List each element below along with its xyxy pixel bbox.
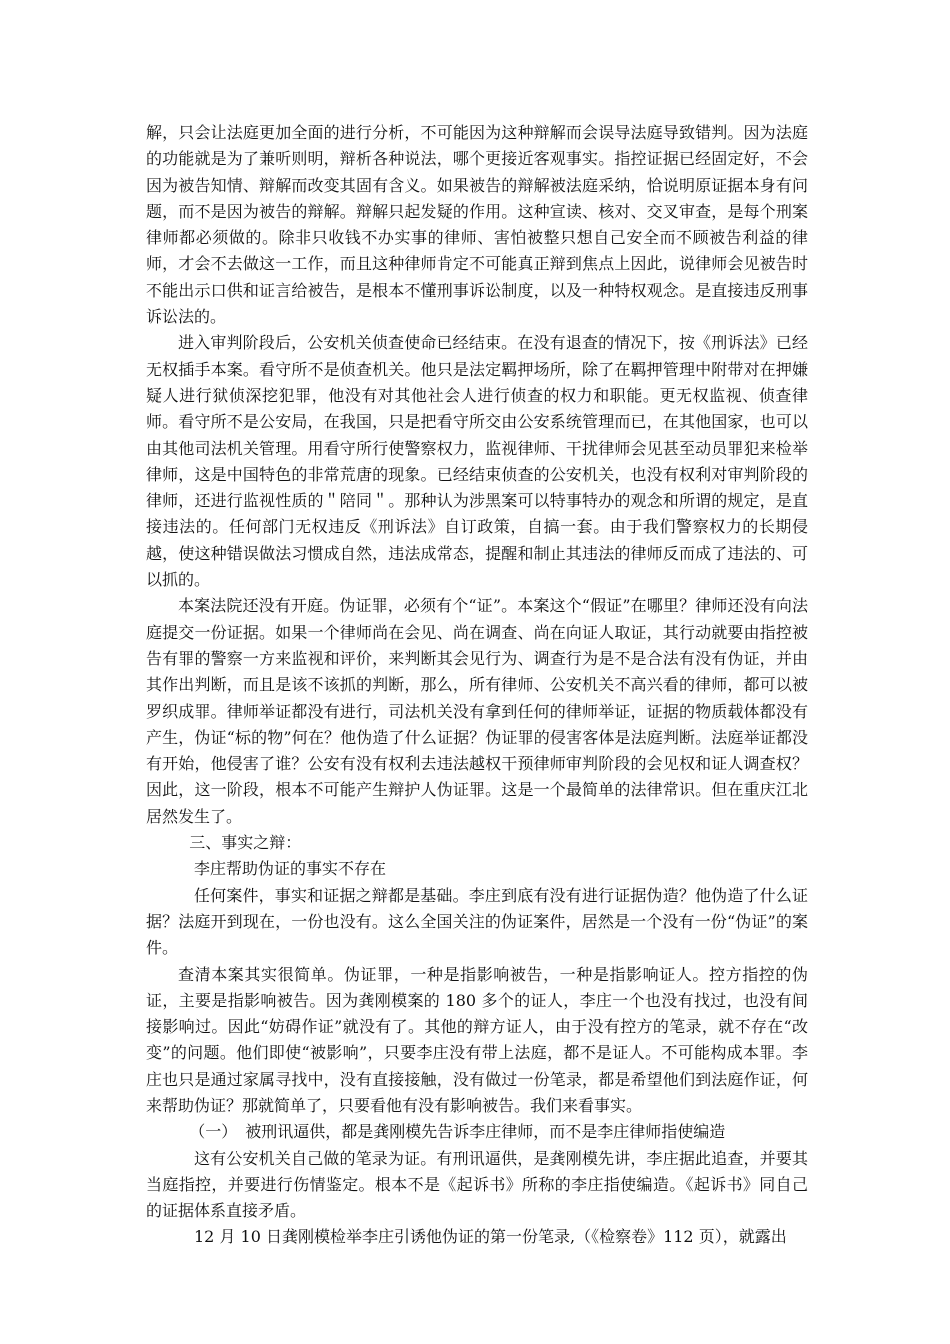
section-heading-facts: 三、事实之辩： [189, 833, 302, 853]
paragraph-trial-stage: 进入审判阶段后，公安机关侦查使命已经结束。在没有退查的情况下，按《刑诉法》已经无权插手本案。看守所不是侦查机关。他只是法定羁押场所，除了在羁押管理中附带对在押嫌疑人进行狱侦深挖犯罪，他没有对其他社会人进行侦查的权力和职能。更无权监视、侦查律师。看守所不是公安局，在我国，只是把看守所交由公安系统管理而已，在其他国家，也可以由其他司法机关管理。用看守所行使警察权力，监视律师、干扰律师会见甚至动员罪犯来检举律师，这是中国特色的非常荒唐的现象。已经结束侦查的公安机关，也没有权利对审判阶段的律师，还进行监视性质的＂陪同＂。那种认为涉黑案可以特事特办的观念和所谓的规定，是直接违法的。任何部门无权违反《刑诉法》自订政策，自搞一套。由于我们警察权力的长期侵越，使这种错误做法习惯成自然，违法成常态，提醒和制止其违法的律师反而成了违法的、可以抓的。 [146, 333, 808, 590]
subheading-no-perjury: 李庄帮助伪证的事实不存在 [194, 859, 387, 879]
document-page [146, 120, 808, 1251]
paragraph-fact-evidence: 任何案件，事实和证据之辩都是基础。李庄到底有没有进行证据伪造？他伪造了什么证据？法庭开到现在，一份也没有。这么全国关注的伪证案件，居然是一个没有一份“伪证”的案件。 [146, 885, 808, 958]
paragraph-perjury-object: 本案法院还没有开庭。伪证罪，必须有个“证”。本案这个“假证”在哪里？律师还没有向法庭提交一份证据。如果一个律师尚在会见、尚在调查、尚在向证人取证，其行动就要由指控被告有罪的警察一方来监视和评价，来判断其会见行为、调查行为是不是合法有没有伪证，并由其作出判断，而且是该不该抓的判断，那么，所有律师、公安机关不高兴看的律师，都可以被罗织成罪。律师举证都没有进行，司法机关没有拿到任何的律师举证，证据的物质载体都没有产生，伪证“标的物”何在？他伪造了什么证据？伪证罪的侵害客体是法庭判断。法庭举证都没有开始，他侵害了谁？公安有没有权利去违法越权干预律师审判阶段的会见权和证人调查权？因此，这一阶段，根本不可能产生辩护人伪证罪。这是一个最简单的法律常识。但在重庆江北居然发生了。 [146, 596, 808, 826]
paragraph-continuation: 解，只会让法庭更加全面的进行分析，不可能因为这种辩解而会误导法庭导致错判。因为法庭的功能就是为了兼听则明，辩析各种说法，哪个更接近客观事实。指控证据已经固定好，不会因为被告知情、辩解而改变其固有含义。如果被告的辩解被法庭采纳，恰说明原证据本身有问题，而不是因为被告的辩解。辩解只起发疑的作用。这种宣读、核对、交叉审查，是每个刑案律师都必须做的。除非只收钱不办实事的律师、害怕被整只想自己安全而不顾被告利益的律师，才会不去做这一工作，而且这种律师肯定不可能真正辩到焦点上因此，说律师会见被告时不能出示口供和证言给被告，是根本不懂刑事诉讼制度，以及一种特权观念。是直接违反刑事诉讼法的。 [146, 123, 808, 327]
section-heading-torture: （一） 被刑讯逼供，都是龚刚模先告诉李庄律师，而不是李庄律师指使编造 [189, 1122, 726, 1142]
paragraph-police-record: 这有公安机关自己做的笔录为证。有刑讯逼供，是龚刚模先讲，李庄据此追查，并要其当庭指控，并要进行伤情鉴定。根本不是《起诉书》所称的李庄指使编造。《起诉书》同自己的证据体系直接矛盾。 [146, 1148, 808, 1221]
paragraph-dec-10-record: 12 月 10 日龚刚模检举李庄引诱他伪证的第一份笔录,（《检察卷》112 页），就露出 [194, 1227, 787, 1247]
paragraph-investigation: 查清本案其实很简单。伪证罪，一种是指影响被告，一种是指影响证人。控方指控的伪证，主要是指影响被告。因为龚刚模案的 180 多个的证人，李庄一个也没有找过，也没有间接影响过。因此“妨碍作证”就没有了。其他的辩方证人，由于没有控方的笔录，就不存在“改变”的问题。他们即使“被影响”，只要李庄没有带上法庭，都不是证人。不可能构成本罪。李庄也只是通过家属寻找中，没有直接接触，没有做过一份笔录，都是希望他们到法庭作证，何来帮助伪证？那就简单了，只要看他有没有影响被告。我们来看事实。 [146, 964, 808, 1115]
